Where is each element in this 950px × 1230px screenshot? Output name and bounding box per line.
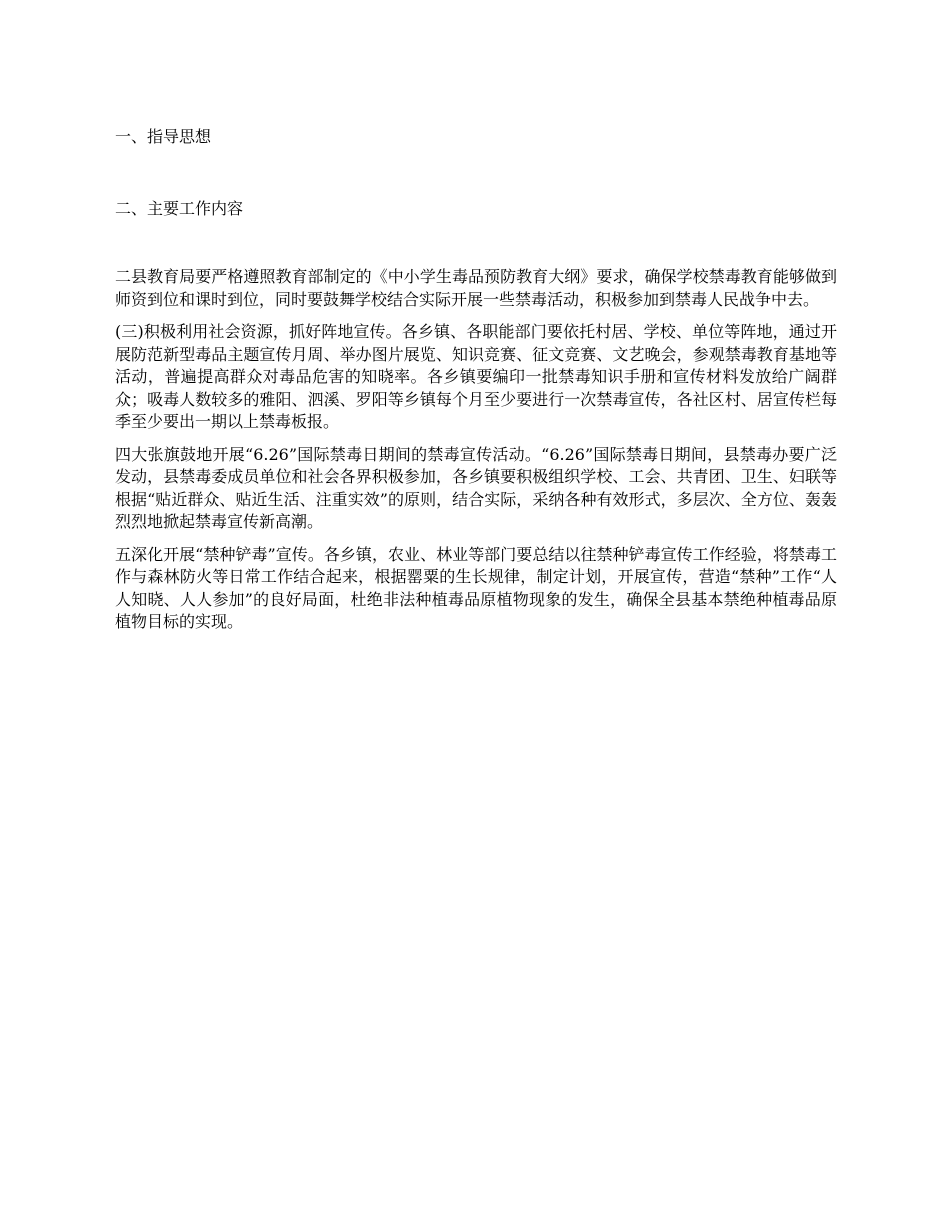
paragraph-social-resources: (三)积极利用社会资源，抓好阵地宣传。各乡镇、各职能部门要依托村居、学校、单位等阵地，通过开展防范新型毒品主题宣传月周、举办图片展览、知识竞赛、征文竞赛、文艺晚会，参观禁毒教育基地等活动，普遍提高群众对毒品危害的知晓率。各乡镇要编印一批禁毒知识手册和宣传材料发放给广阔群众；吸毒人数较多的雅阳、泗溪、罗阳等乡镇每个月至少要进行一次禁毒宣传，各社区村、居宣传栏每季至少要出一期以上禁毒板报。: [115, 322, 837, 431]
document-body: [115, 266, 837, 644]
paragraph-anti-drug-day: 四大张旗鼓地开展“6.26”国际禁毒日期间的禁毒宣传活动。“6.26”国际禁毒日期间，县禁毒办要广泛发动，县禁毒委成员单位和社会各界积极参加，各乡镇要积极组织学校、工会、共青团、卫生、妇联等根据“贴近群众、贴近生活、注重实效”的原则，结合实际，采纳各种有效形式，多层次、全方位、轰轰烈烈地掀起禁毒宣传新高潮。: [115, 444, 837, 531]
section-heading-main-work: 二、主要工作内容: [115, 199, 244, 218]
section-heading-guiding-ideology: 一、指导思想: [115, 127, 212, 146]
paragraph-education-bureau: 二县教育局要严格遵照教育部制定的《中小学生毒品预防教育大纲》要求，确保学校禁毒教育能够做到师资到位和课时到位，同时要鼓舞学校结合实际开展一些禁毒活动，积极参加到禁毒人民战争中去。: [115, 267, 837, 309]
paragraph-ban-planting: 五深化开展“禁种铲毒”宣传。各乡镇，农业、林业等部门要总结以往禁种铲毒宣传工作经验，将禁毒工作与森林防火等日常工作结合起来，根据罂粟的生长规律，制定计划，开展宣传，营造“禁种”工作“人人知晓、人人参加”的良好局面，杜绝非法种植毒品原植物现象的发生，确保全县基本禁绝种植毒品原植物目标的实现。: [115, 544, 837, 631]
